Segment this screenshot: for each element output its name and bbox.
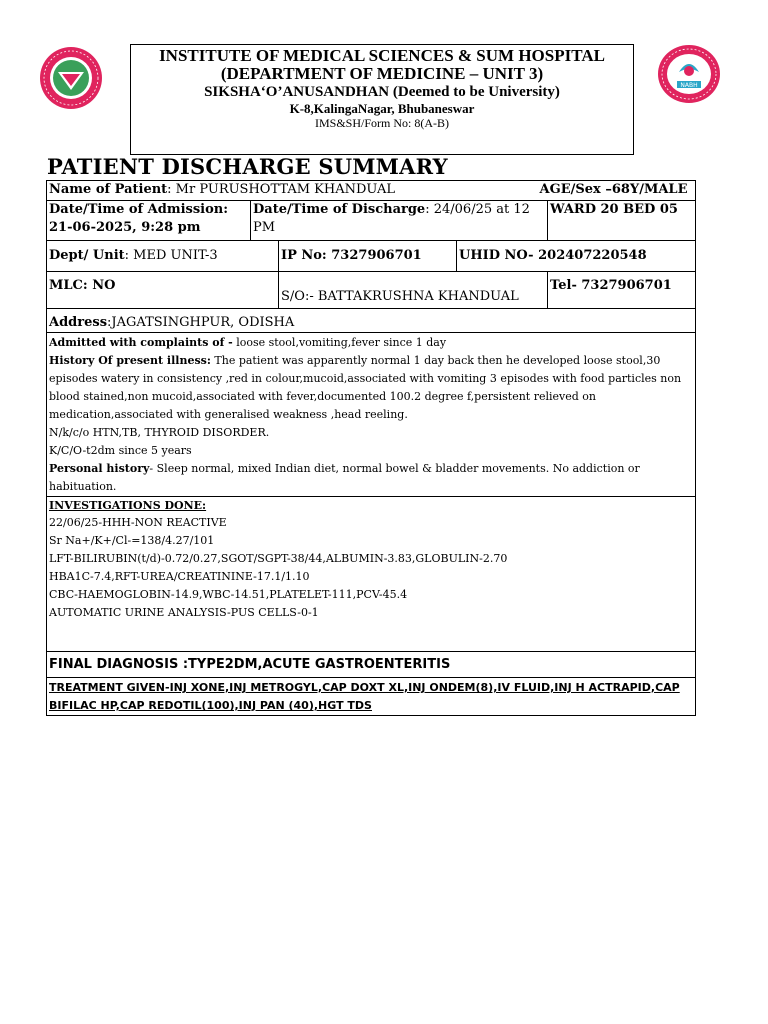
investigation-item: HBA1C-7.4,RFT-UREA/CREATININE-17.1/1.10 <box>49 570 310 583</box>
mlc-label: MLC <box>49 278 83 293</box>
personal-history <box>49 460 693 496</box>
complaints-value: loose stool,vomiting,fever since 1 day <box>232 336 447 349</box>
address-label: Address <box>49 315 108 330</box>
patient-name-label: Name of Patient <box>49 182 168 197</box>
complaints <box>49 334 693 352</box>
investigations-row <box>47 497 696 652</box>
not-known-case: N/k/c/o HTN,TB, THYROID DISORDER. <box>49 426 270 439</box>
university-name: SIKSHA‘O’ANUSANDHAN (Deemed to be University) <box>204 84 560 100</box>
patient-name-row <box>47 181 696 201</box>
mlc-row <box>47 272 696 309</box>
department-name: (DEPARTMENT OF MEDICINE – UNIT 3) <box>220 64 544 83</box>
investigation-item: 22/06/25-HHH-NON REACTIVE <box>49 516 227 529</box>
patient-name-value: : Mr PURUSHOTTAM KHANDUAL <box>167 182 395 197</box>
age-sex: AGE/Sex –68Y/MALE <box>538 181 696 201</box>
investigation-item: Sr Na+/K+/Cl-=138/4.27/101 <box>49 534 215 547</box>
ip-number: IP No: 7327906701 <box>279 241 457 272</box>
nabh-accreditation-logo-icon <box>657 44 721 104</box>
institute-name: INSTITUTE OF MEDICAL SCIENCES & SUM HOSPITAL <box>159 46 605 65</box>
investigation-item: CBC-HAEMOGLOBIN-14.9,WBC-14.51,PLATELET-111,PCV-45.4 <box>49 588 408 601</box>
form-number: IMS&SH/Form No: 8(A-B) <box>314 116 449 130</box>
nabh-logo-label: NABH <box>680 82 698 89</box>
personal-history-label: Personal history <box>49 462 150 475</box>
investigations-heading: INVESTIGATIONS DONE: <box>49 499 207 512</box>
discharge-summary-table <box>46 180 696 716</box>
uhid-number: UHID NO- 202407220548 <box>457 241 696 272</box>
dates-row <box>47 201 696 241</box>
son-of: S/O:- BATTAKRUSHNA KHANDUAL <box>279 272 548 309</box>
dept-label: Dept/ Unit <box>49 248 125 263</box>
address-value: :JAGATSINGHPUR, ODISHA <box>107 315 295 330</box>
final-diagnosis: FINAL DIAGNOSIS :TYPE2DM,ACUTE GASTROENTERITIS <box>47 652 696 678</box>
discharge-value: : 24/06/25 at 12 PM <box>253 202 530 235</box>
treatment-row <box>47 678 696 716</box>
mlc-value: : NO <box>82 278 116 293</box>
dept-value: : MED UNIT-3 <box>124 248 218 263</box>
page-title: PATIENT DISCHARGE SUMMARY <box>47 154 448 179</box>
treatment-given: TREATMENT GIVEN-INJ XONE,INJ METROGYL,CAP DOXT XL,INJ ONDEM(8),IV FLUID,INJ H ACTRAPID,CAP BIFILAC HP,CAP REDOTIL(100),INJ PAN (40),HGT TDS <box>47 678 696 716</box>
present-illness-label: History Of present illness: <box>49 354 211 367</box>
present-illness <box>49 352 693 424</box>
known-case: K/C/O-t2dm since 5 years <box>49 444 192 457</box>
diagnosis-row <box>47 652 696 678</box>
investigation-item: LFT-BILIRUBIN(t/d)-0.72/0.27,SGOT/SGPT-38/44,ALBUMIN-3.83,GLOBULIN-2.70 <box>49 552 508 565</box>
personal-history-value: - Sleep normal, mixed Indian diet, normal bowel & bladder movements. No addiction or habituation. <box>49 462 640 493</box>
telephone: Tel- 7327906701 <box>548 272 696 309</box>
university-logo-icon <box>38 45 104 111</box>
ids-row <box>47 241 696 272</box>
complaints-label: Admitted with complaints of - <box>49 336 233 349</box>
admission-datetime: Date/Time of Admission: 21-06-2025, 9:28 pm <box>47 201 251 241</box>
institute-address: K-8,KalingaNagar, Bhubaneswar <box>289 101 475 116</box>
ward-bed: WARD 20 BED 05 <box>548 201 696 241</box>
investigation-item: AUTOMATIC URINE ANALYSIS-PUS CELLS-0-1 <box>49 606 319 619</box>
history-row <box>47 333 696 497</box>
address-row <box>47 309 696 333</box>
discharge-label: Date/Time of Discharge <box>253 202 426 217</box>
present-illness-value: The patient was apparently normal 1 day back then he developed loose stool,30 episodes watery in consistency ,red in colour,mucoid,associated with vomiting 3 episodes with food particles non blood stained,non mucoid,associated with fever,documented 100.2 degree f,persistent relieved on medication,associated with generalised weakness ,head reeling. <box>49 354 682 421</box>
institute-header <box>130 44 634 155</box>
